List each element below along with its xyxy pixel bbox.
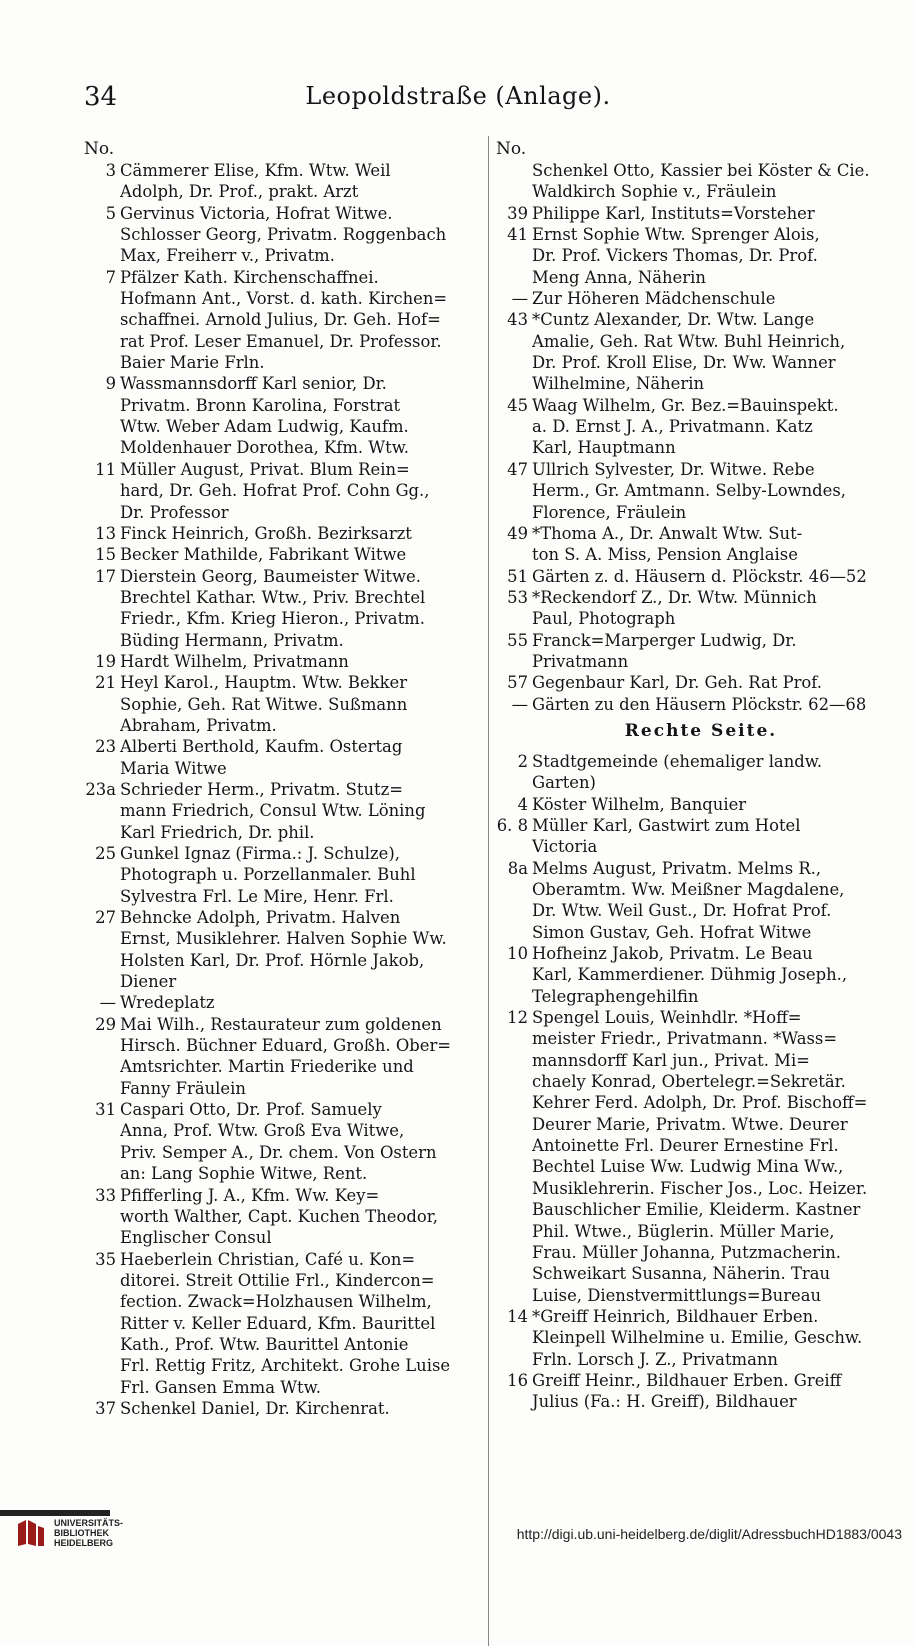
directory-line [496,694,906,715]
directory-line [84,672,484,693]
entry-text: Dr. Wtw. Weil Gust., Dr. Hofrat Prof. [532,901,832,921]
directory-line [496,1242,906,1263]
house-number: 6. 8 [496,815,528,835]
house-number: — [99,993,116,1013]
directory-line [84,523,484,544]
directory-line [84,309,484,330]
entry-text: Frau. Müller Johanna, Putzmacherin. [532,1242,841,1262]
directory-line [84,800,484,821]
library-name [54,1518,123,1548]
directory-line [84,288,484,309]
directory-line [84,267,484,288]
entry-text: Hirsch. Büchner Eduard, Großh. Ober= [120,1036,452,1056]
directory-line [496,395,906,416]
house-number: 4 [517,794,528,814]
directory-line [84,1270,484,1291]
entry-text: chaely Konrad, Obertelegr.=Sekretär. [532,1072,846,1092]
directory-line [496,1135,906,1156]
entry-text: Moldenhauer Dorothea, Kfm. Wtw. [120,438,410,458]
entry-text: Julius (Fa.: H. Greiff), Bildhauer [532,1392,797,1412]
directory-line [496,1050,906,1071]
entry-text: worth Walther, Capt. Kuchen Theodor, [120,1206,438,1226]
directory-line [496,203,906,224]
directory-line [496,245,906,266]
entry-text: Dierstein Georg, Baumeister Witwe. [120,566,421,586]
entry-text: Wredeplatz [120,993,215,1013]
entry-text: Diener [120,972,177,992]
directory-line [84,373,484,394]
house-number: 2 [517,751,528,771]
entry-text: Cämmerer Elise, Kfm. Wtw. Weil [120,161,391,180]
house-number: — [511,289,528,309]
directory-line [496,943,906,964]
directory-line [84,1206,484,1227]
directory-line [84,864,484,885]
entry-text: Zur Höheren Mädchenschule [532,289,776,309]
entry-text: Sylvestra Frl. Le Mire, Henr. Frl. [120,886,394,906]
entry-text: *Cuntz Alexander, Dr. Wtw. Lange [532,310,815,330]
directory-line [496,566,906,587]
house-number: 47 [507,459,528,479]
house-number: 57 [507,673,528,693]
directory-line [84,1099,484,1120]
directory-line [496,751,906,772]
directory-line [84,203,484,224]
directory-line [84,502,484,523]
directory-line [496,160,906,181]
entry-text: Friedr., Kfm. Krieg Hieron., Privatm. [120,609,425,629]
entry-text: Meng Anna, Näherin [532,267,706,287]
entry-text: Florence, Fräulein [532,502,687,522]
entry-text: Priv. Semper A., Dr. chem. Von Ostern [120,1142,437,1162]
entry-text: Dr. Prof. Kroll Elise, Dr. Ww. Wanner [532,353,836,373]
entry-text: Simon Gustav, Geh. Hofrat Witwe [532,922,812,942]
directory-line [496,900,906,921]
directory-line [496,309,906,330]
logo-line: BIBLIOTHEK [54,1528,109,1538]
directory-line [496,1178,906,1199]
entry-text: Kleinpell Wilhelmine u. Emilie, Geschw. [532,1328,863,1348]
house-number: 11 [95,459,116,479]
left-entries [84,160,484,1419]
house-number: 16 [507,1370,528,1390]
entry-text: meister Friedr., Privatmann. *Wass= [532,1029,838,1049]
directory-line [496,858,906,879]
entry-text: Amtsrichter. Martin Friederike und [120,1057,414,1077]
directory-line [84,395,484,416]
entry-text: Spengel Louis, Weinhdlr. *Hoff= [532,1008,802,1028]
right-entries [496,160,906,1413]
entry-text: Oberamtm. Ww. Meißner Magdalene, [532,880,845,899]
directory-line [84,1035,484,1056]
directory-line [496,772,906,793]
directory-line [84,587,484,608]
directory-line [84,1056,484,1077]
entry-text: Köster Wilhelm, Banquier [532,794,747,814]
directory-line [496,1349,906,1370]
house-number: 8a [507,858,528,878]
directory-line [496,964,906,985]
library-seal-icon [14,1516,48,1550]
entry-text: schaffnei. Arnold Julius, Dr. Geh. Hof= [120,310,441,330]
directory-line [84,480,484,501]
entry-text: Amalie, Geh. Rat Wtw. Buhl Heinrich, [532,331,846,351]
entry-text: Photograph u. Porzellanmaler. Buhl [120,865,416,885]
entry-text: Gunkel Ignaz (Firma.: J. Schulze), [120,844,400,863]
house-number: 51 [507,566,528,586]
directory-line [84,352,484,373]
entry-text: Ernst, Musiklehrer. Halven Sophie Ww. [120,929,447,949]
entry-text: Finck Heinrich, Großh. Bezirksarzt [120,523,412,543]
directory-line [84,437,484,458]
entry-text: Hofmann Ant., Vorst. d. kath. Kirchen= [120,289,448,309]
entry-text: Englischer Consul [120,1228,272,1248]
house-number: 3 [105,161,116,180]
directory-line [84,1120,484,1141]
house-number: 37 [95,1398,116,1418]
entry-text: Telegraphengehilfin [532,986,699,1006]
house-number: 25 [95,844,116,863]
entry-text: Schenkel Otto, Kassier bei Köster & Cie. [532,161,870,180]
entry-text: Schweikart Susanna, Näherin. Trau [532,1264,831,1284]
entry-text: Gärten z. d. Häusern d. Plöckstr. 46—52 [532,566,867,586]
directory-line [496,1263,906,1284]
directory-line [84,224,484,245]
entry-text: Baier Marie Frln. [120,353,265,373]
logo-line: UNIVERSITÄTS- [54,1518,124,1528]
directory-line [84,331,484,352]
directory-line [496,1007,906,1028]
directory-line [84,1249,484,1270]
directory-line [84,1313,484,1334]
directory-line [84,630,484,651]
directory-line [496,373,906,394]
entry-text: ton S. A. Miss, Pension Anglaise [532,545,798,565]
entry-text: Karl, Hauptmann [532,438,676,458]
entry-text: Privatmann [532,651,629,671]
entry-text: Wtw. Weber Adam Ludwig, Kaufm. [120,417,409,437]
entry-text: Holsten Karl, Dr. Prof. Hörnle Jakob, [120,950,425,970]
entry-text: Ritter v. Keller Eduard, Kfm. Baurittel [120,1313,436,1333]
house-number: 55 [507,630,528,650]
entry-text: Gärten zu den Häusern Plöckstr. 62—68 [532,694,867,714]
entry-text: *Thoma A., Dr. Anwalt Wtw. Sut- [532,523,803,543]
entry-text: ditorei. Streit Ottilie Frl., Kindercon= [120,1270,435,1290]
house-number: 9 [105,374,116,394]
entry-text: Frln. Lorsch J. Z., Privatmann [532,1349,778,1369]
directory-line [84,160,484,181]
entry-text: Maria Witwe [120,758,227,778]
house-number: 23 [95,737,116,757]
directory-line [496,630,906,651]
entry-text: Mai Wilh., Restaurateur zum goldenen [120,1014,442,1034]
entry-text: Fanny Fräulein [120,1078,246,1098]
directory-line [84,1163,484,1184]
entry-text: Gervinus Victoria, Hofrat Witwe. [120,203,393,223]
house-number: 15 [95,545,116,565]
entry-text: Haeberlein Christian, Café u. Kon= [120,1249,416,1269]
entry-text: Phil. Wtwe., Büglerin. Müller Marie, [532,1221,835,1241]
column-heading: No. [84,139,115,159]
entry-text: Kath., Prof. Wtw. Baurittel Antonie [120,1334,409,1354]
directory-line [84,992,484,1013]
page-title: Leopoldstraße (Anlage). [305,82,611,110]
entry-text: Adolph, Dr. Prof., prakt. Arzt [120,182,359,202]
directory-line [496,1391,906,1412]
entry-text: Anna, Prof. Wtw. Groß Eva Witwe, [120,1121,405,1141]
directory-line [496,1156,906,1177]
directory-line [496,922,906,943]
column-divider [488,136,489,1646]
house-number: 53 [507,587,528,607]
directory-line [496,1327,906,1348]
entry-text: Privatm. Bronn Karolina, Forstrat [120,395,401,415]
entry-text: Victoria [532,837,598,857]
directory-line [496,267,906,288]
section-heading: Rechte Seite. [624,720,778,741]
directory-line [84,1334,484,1355]
house-number: 5 [105,203,116,223]
directory-line [496,352,906,373]
entry-text: mannsdorff Karl jun., Privat. Mi= [532,1050,810,1070]
entry-text: Max, Freiherr v., Privatm. [120,246,335,266]
house-number: 14 [507,1306,528,1326]
house-number: 23a [85,779,116,799]
directory-line [84,1142,484,1163]
entry-text: Musiklehrerin. Fischer Jos., Loc. Heizer. [532,1178,868,1198]
right-column [496,138,906,1413]
directory-line [84,950,484,971]
directory-line [84,608,484,629]
entry-text: Karl, Kammerdiener. Dühmig Joseph., [532,965,848,985]
directory-line [84,1398,484,1419]
house-number: 19 [95,651,116,671]
directory-line [84,245,484,266]
page-number: 34 [84,82,118,112]
directory-line [84,544,484,565]
entry-text: Wassmannsdorff Karl senior, Dr. [120,374,387,394]
entry-text: Hofheinz Jakob, Privatm. Le Beau [532,944,813,964]
directory-line [84,758,484,779]
house-number: 31 [95,1100,116,1120]
entry-text: Abraham, Privatm. [120,715,277,735]
directory-line [84,1355,484,1376]
entry-text: Dr. Professor [120,502,229,522]
directory-line [496,672,906,693]
entry-text: Dr. Prof. Vickers Thomas, Dr. Prof. [532,246,818,266]
entry-text: Frl. Gansen Emma Wtw. [120,1377,321,1397]
entry-text: Alberti Berthold, Kaufm. Ostertag [120,737,403,757]
entry-text: Kehrer Ferd. Adolph, Dr. Prof. Bischoff= [532,1093,868,1113]
directory-line [84,416,484,437]
entry-text: Ernst Sophie Wtw. Sprenger Alois, [532,225,820,245]
directory-line [496,1028,906,1049]
entry-text: Luise, Dienstvermittlungs=Bureau [532,1285,822,1305]
directory-line [496,794,906,815]
directory-line [84,1185,484,1206]
entry-text: Ullrich Sylvester, Dr. Witwe. Rebe [532,459,815,479]
entry-text: Antoinette Frl. Deurer Ernestine Frl. [532,1136,839,1156]
directory-line [84,843,484,864]
directory-line [84,694,484,715]
directory-line [496,480,906,501]
entry-text: rat Prof. Leser Emanuel, Dr. Professor. [120,331,442,351]
directory-line [496,288,906,309]
entry-text: Bauschlicher Emilie, Kleiderm. Kastner [532,1200,861,1220]
entry-text: Karl Friedrich, Dr. phil. [120,822,315,842]
directory-line [496,1092,906,1113]
house-number: 21 [95,673,116,693]
source-url[interactable]: http://digi.ub.uni-heidelberg.de/diglit/AdressbuchHD1883/0043 [516,1526,902,1542]
house-number: 7 [105,267,116,287]
directory-line [84,822,484,843]
directory-line [84,1014,484,1035]
library-logo[interactable] [14,1516,123,1550]
left-column [84,138,484,1419]
directory-line [496,836,906,857]
directory-line [496,459,906,480]
entry-text: Pfifferling J. A., Kfm. Ww. Key= [120,1185,380,1205]
directory-line [496,437,906,458]
directory-line [496,1285,906,1306]
entry-text: Caspari Otto, Dr. Prof. Samuely [120,1100,382,1120]
directory-line [496,608,906,629]
entry-text: hard, Dr. Geh. Hofrat Prof. Cohn Gg., [120,481,430,501]
house-number: — [511,694,528,714]
entry-text: Bechtel Luise Ww. Ludwig Mina Ww., [532,1157,844,1177]
directory-line [496,224,906,245]
directory-line [84,1377,484,1398]
entry-text: Philippe Karl, Instituts=Vorsteher [532,203,815,223]
house-number: 35 [95,1249,116,1269]
entry-text: a. D. Ernst J. A., Privatmann. Katz [532,417,813,437]
house-number: 27 [95,908,116,928]
directory-line [84,928,484,949]
directory-line [496,1114,906,1135]
entry-text: Sophie, Geh. Rat Witwe. Sußmann [120,694,408,714]
entry-text: Müller August, Privat. Blum Rein= [120,459,410,479]
entry-text: Schenkel Daniel, Dr. Kirchenrat. [120,1398,390,1418]
entry-text: Waldkirch Sophie v., Fräulein [532,182,777,202]
entry-text: Büding Hermann, Privatm. [120,630,344,650]
directory-line [496,815,906,836]
directory-line [496,1071,906,1092]
directory-line [84,971,484,992]
house-number: 13 [95,523,116,543]
entry-text: mann Friedrich, Consul Wtw. Löning [120,801,426,821]
directory-line [496,331,906,352]
entry-text: Schrieder Herm., Privatm. Stutz= [120,779,403,799]
column-heading: No. [496,139,527,159]
entry-text: Hardt Wilhelm, Privatmann [120,651,349,671]
directory-line [84,736,484,757]
directory-line [84,779,484,800]
house-number: 45 [507,395,528,415]
house-number: 17 [95,566,116,586]
directory-line [496,502,906,523]
entry-text: Paul, Photograph [532,609,676,629]
entry-text: *Reckendorf Z., Dr. Wtw. Münnich [532,587,817,607]
entry-text: Garten) [532,773,596,793]
directory-line [84,1291,484,1312]
house-number: 41 [507,225,528,245]
directory-line [496,651,906,672]
entry-text: Brechtel Kathar. Wtw., Priv. Brechtel [120,587,426,607]
directory-line [496,181,906,202]
entry-text: Gegenbaur Karl, Dr. Geh. Rat Prof. [532,673,822,693]
house-number: 33 [95,1185,116,1205]
entry-text: Becker Mathilde, Fabrikant Witwe [120,545,407,565]
house-number: 39 [507,203,528,223]
directory-line [84,651,484,672]
directory-line [84,459,484,480]
directory-line [496,986,906,1007]
directory-line [496,1221,906,1242]
entry-text: Waag Wilhelm, Gr. Bez.=Bauinspekt. [532,395,839,415]
entry-text: *Greiff Heinrich, Bildhauer Erben. [532,1306,819,1326]
house-number: 10 [507,944,528,964]
house-number: 29 [95,1014,116,1034]
directory-line [84,715,484,736]
directory-line [496,523,906,544]
directory-line [84,566,484,587]
directory-line [84,907,484,928]
directory-line [496,544,906,565]
directory-line [84,1078,484,1099]
directory-line [84,181,484,202]
logo-line: HEIDELBERG [54,1538,114,1548]
entry-text: an: Lang Sophie Witwe, Rent. [120,1164,368,1184]
directory-line [84,1227,484,1248]
entry-text: Frl. Rettig Fritz, Architekt. Grohe Luise [120,1356,451,1376]
entry-text: Melms August, Privatm. Melms R., [532,858,822,878]
entry-text: Schlosser Georg, Privatm. Roggenbach [120,225,447,245]
entry-text: Wilhelmine, Näherin [532,374,705,394]
entry-text: Herm., Gr. Amtmann. Selby-Lowndes, [532,481,846,501]
entry-text: fection. Zwack=Holzhausen Wilhelm, [120,1292,432,1312]
directory-line [496,416,906,437]
entry-text: Greiff Heinr., Bildhauer Erben. Greiff [532,1370,842,1390]
entry-text: Pfälzer Kath. Kirchenschaffnei. [120,267,379,287]
directory-line [496,587,906,608]
directory-line [496,1199,906,1220]
entry-text: Behncke Adolph, Privatm. Halven [120,908,401,928]
directory-line [496,1370,906,1391]
house-number: 43 [507,310,528,330]
directory-line [84,886,484,907]
house-number: 12 [507,1008,528,1028]
entry-text: Heyl Karol., Hauptm. Wtw. Bekker [120,673,408,693]
directory-line [496,1306,906,1327]
entry-text: Deurer Marie, Privatm. Wtwe. Deurer [532,1114,848,1134]
directory-line [496,879,906,900]
entry-text: Stadtgemeinde (ehemaliger landw. [532,751,823,771]
entry-text: Franck=Marperger Ludwig, Dr. [532,630,797,650]
entry-text: Müller Karl, Gastwirt zum Hotel [532,815,801,835]
house-number: 49 [507,523,528,543]
